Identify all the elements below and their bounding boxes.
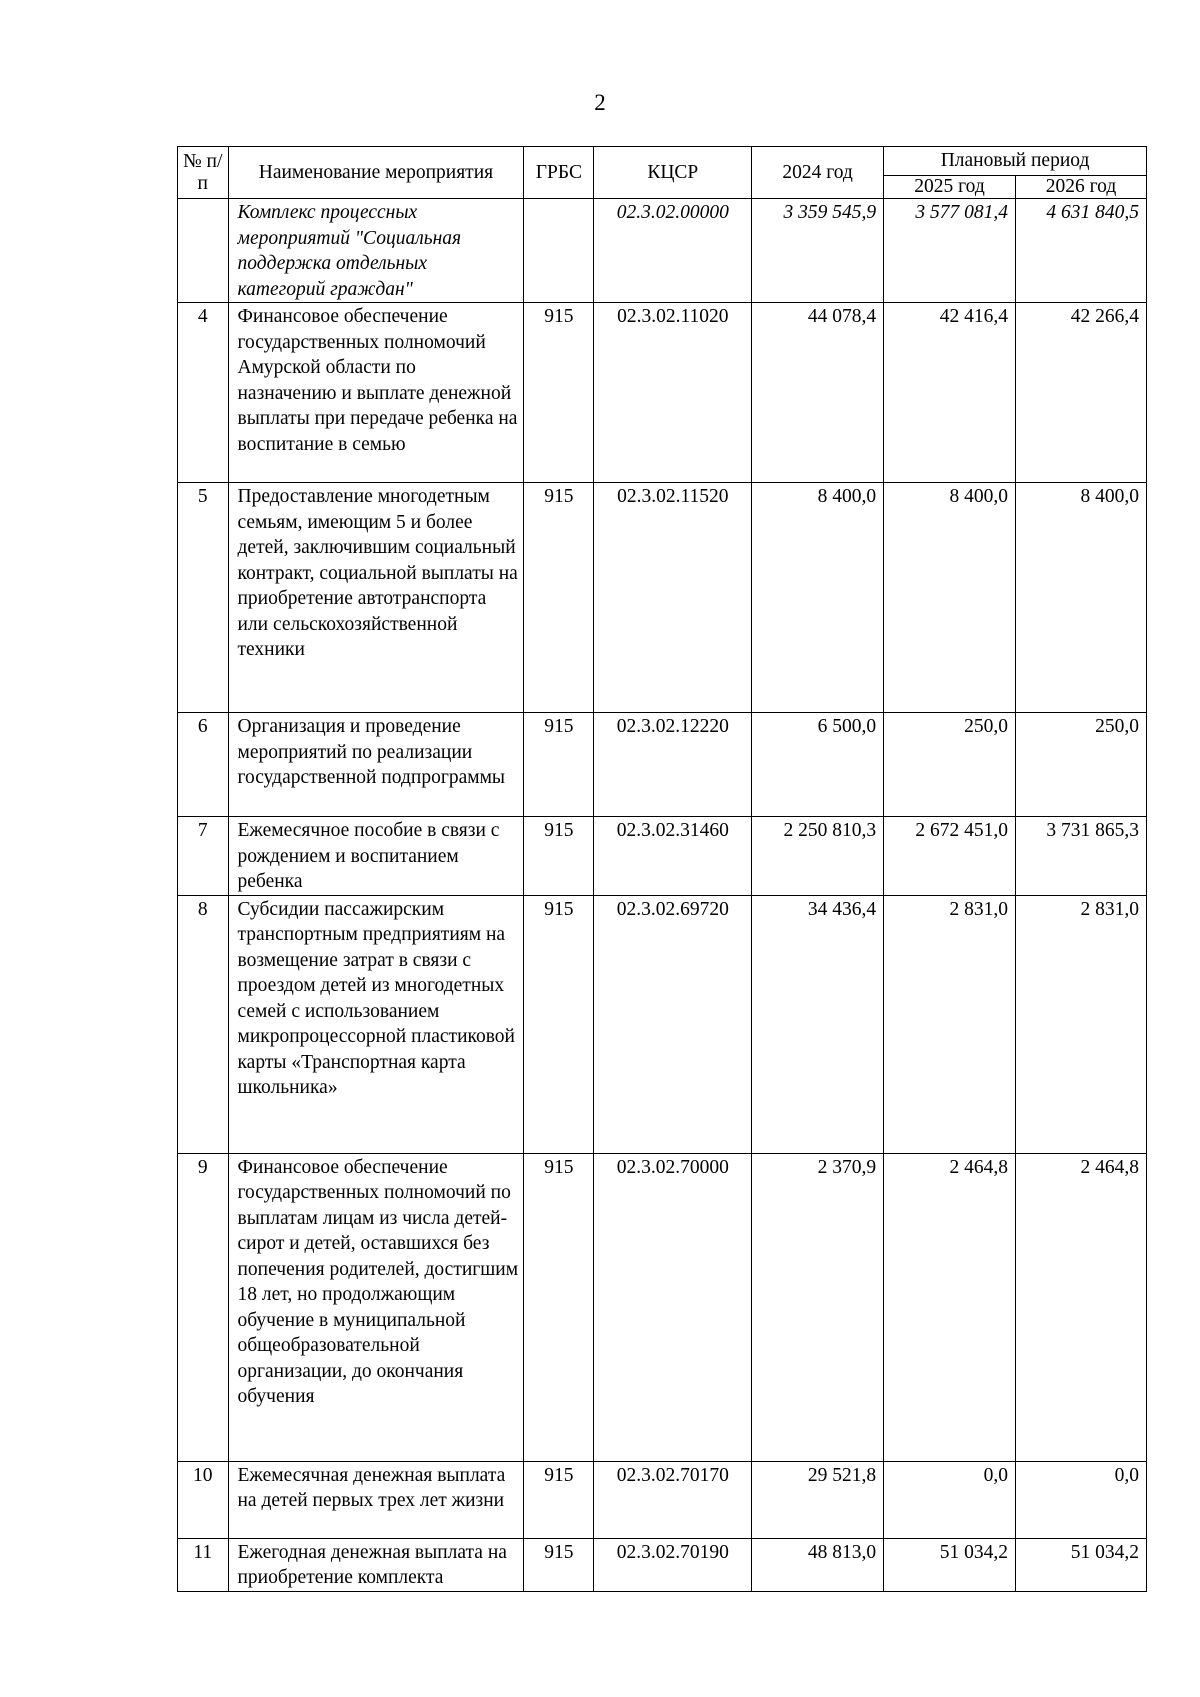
row-number: 5 (178, 483, 229, 713)
row-2026: 8 400,0 (1016, 483, 1147, 713)
row-kcsr: 02.3.02.12220 (594, 713, 752, 817)
table-row (178, 713, 1147, 817)
row-name: Финансовое обеспечение государственных полномочий по выплатам лицам из числа детей-сирот и детей, оставшихся без попечения родителей, достигшим 18 лет, но продолжающим обучение в муниципальной общеобразовательной организации, до окончания обучения (228, 1153, 524, 1461)
header-2025: 2025 год (884, 176, 1016, 199)
header-num: № п/п (178, 147, 229, 199)
row-2026: 3 731 865,3 (1016, 817, 1147, 896)
row-kcsr: 02.3.02.70170 (594, 1461, 752, 1538)
row-number: 6 (178, 713, 229, 817)
row-2025: 2 464,8 (884, 1153, 1016, 1461)
row-grbs: 915 (524, 1153, 594, 1461)
row-number: 8 (178, 895, 229, 1153)
row-2026: 2 464,8 (1016, 1153, 1147, 1461)
row-2026: 51 034,2 (1016, 1538, 1147, 1591)
row-2024: 2 370,9 (752, 1153, 884, 1461)
row-number: 7 (178, 817, 229, 896)
row-2026: 250,0 (1016, 713, 1147, 817)
table-row (178, 1461, 1147, 1538)
header-grbs: ГРБС (524, 147, 594, 199)
row-2024: 29 521,8 (752, 1461, 884, 1538)
budget-table (177, 146, 1147, 1592)
row-kcsr: 02.3.02.31460 (594, 817, 752, 896)
row-name: Комплекс процессных мероприятий "Социальная поддержка отдельных категорий граждан" (228, 199, 524, 303)
row-kcsr: 02.3.02.00000 (594, 199, 752, 303)
row-2025: 51 034,2 (884, 1538, 1016, 1591)
row-name: Ежемесячная денежная выплата на детей первых трех лет жизни (228, 1461, 524, 1538)
row-2026: 0,0 (1016, 1461, 1147, 1538)
row-kcsr: 02.3.02.11020 (594, 303, 752, 483)
row-name: Организация и проведение мероприятий по реализации государственной подпрограммы (228, 713, 524, 817)
row-name: Финансовое обеспечение государственных полномочий Амурской области по назначению и выплате денежной выплаты при передаче ребенка на воспитание в семью (228, 303, 524, 483)
row-2024: 2 250 810,3 (752, 817, 884, 896)
table-row (178, 303, 1147, 483)
table-row (178, 199, 1147, 303)
row-2025: 0,0 (884, 1461, 1016, 1538)
row-kcsr: 02.3.02.69720 (594, 895, 752, 1153)
header-kcsr: КЦСР (594, 147, 752, 199)
row-grbs: 915 (524, 895, 594, 1153)
row-number: 4 (178, 303, 229, 483)
row-name: Субсидии пассажирским транспортным предприятиям на возмещение затрат в связи с проездом детей из многодетных семей с использованием микропроцессорной пластиковой карты «Транспортная карта школьника» (228, 895, 524, 1153)
row-number: 9 (178, 1153, 229, 1461)
row-2026: 2 831,0 (1016, 895, 1147, 1153)
row-2025: 42 416,4 (884, 303, 1016, 483)
row-grbs: 915 (524, 817, 594, 896)
row-name: Предоставление многодетным семьям, имеющим 5 и более детей, заключившим социальный контракт, социальной выплаты на приобретение автотранспорта или сельскохозяйственной техники (228, 483, 524, 713)
table-row (178, 817, 1147, 896)
table-row (178, 1538, 1147, 1591)
row-grbs: 915 (524, 1538, 594, 1591)
row-grbs: 915 (524, 483, 594, 713)
table-row (178, 895, 1147, 1153)
row-number (178, 199, 229, 303)
row-number: 10 (178, 1461, 229, 1538)
row-2024: 48 813,0 (752, 1538, 884, 1591)
row-2025: 3 577 081,4 (884, 199, 1016, 303)
row-2025: 8 400,0 (884, 483, 1016, 713)
header-2026: 2026 год (1016, 176, 1147, 199)
row-kcsr: 02.3.02.70190 (594, 1538, 752, 1591)
page-number: 2 (594, 90, 606, 115)
row-2024: 44 078,4 (752, 303, 884, 483)
row-2026: 42 266,4 (1016, 303, 1147, 483)
row-2025: 250,0 (884, 713, 1016, 817)
row-grbs: 915 (524, 303, 594, 483)
header-name: Наименование мероприятия (228, 147, 524, 199)
row-2024: 6 500,0 (752, 713, 884, 817)
row-2024: 34 436,4 (752, 895, 884, 1153)
header-2024: 2024 год (752, 147, 884, 199)
row-kcsr: 02.3.02.11520 (594, 483, 752, 713)
row-grbs: 915 (524, 713, 594, 817)
row-number: 11 (178, 1538, 229, 1591)
row-2024: 8 400,0 (752, 483, 884, 713)
table-row (178, 1153, 1147, 1461)
header-planned-period: Плановый период (884, 147, 1147, 176)
row-grbs: 915 (524, 1461, 594, 1538)
row-kcsr: 02.3.02.70000 (594, 1153, 752, 1461)
row-2024: 3 359 545,9 (752, 199, 884, 303)
row-name: Ежегодная денежная выплата на приобретение комплекта (228, 1538, 524, 1591)
row-name: Ежемесячное пособие в связи с рождением и воспитанием ребенка (228, 817, 524, 896)
row-2025: 2 672 451,0 (884, 817, 1016, 896)
row-2025: 2 831,0 (884, 895, 1016, 1153)
table-row (178, 483, 1147, 713)
header-row (178, 147, 1147, 176)
row-grbs (524, 199, 594, 303)
row-2026: 4 631 840,5 (1016, 199, 1147, 303)
